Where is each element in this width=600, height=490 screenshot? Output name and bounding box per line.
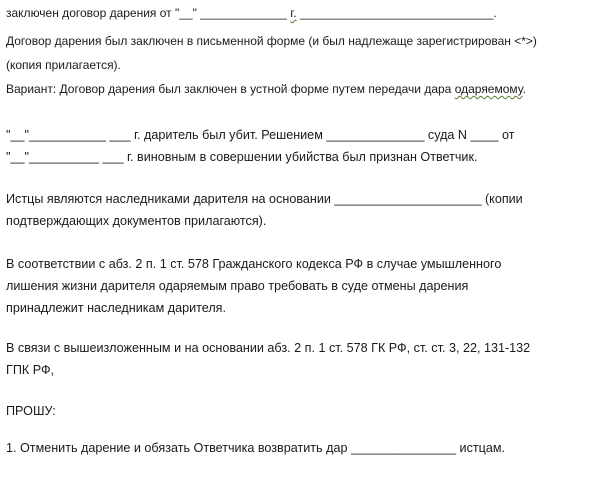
heirs-line-1: Истцы являются наследниками дарителя на основании _____________________ (копии [6,192,523,206]
basis-line-1: В связи с вышеизложенным и на основании абз. 2 п. 1 ст. 578 ГК РФ, ст. ст. 3, 22, 131-132 [6,341,531,355]
request-item-1: 1. Отменить дарение и обязать Ответчика возвратить дар _______________ истцам. [6,441,506,455]
intro-line-1-tail: _____________________________. [296,6,497,20]
basis-line-2: ГПК РФ, [6,363,55,377]
intro-line-4 [6,82,526,96]
intro-line-1-year-marker: г. [290,6,297,20]
intro-variant-period: . [522,82,526,96]
intro-line-1 [6,6,497,20]
intro-line-2: Договор дарения был заключен в письменной форме (и был надлежаще зарегистрирован <*>) [6,34,537,48]
law-line-1: В соответствии с абз. 2 п. 1 ст. 578 Гражданского кодекса РФ в случае умышленного [6,257,502,271]
intro-variant-text: Вариант: Договор дарения был заключен в устной форме путем передачи дара [6,82,455,96]
law-line-3: принадлежит наследникам дарителя. [6,301,226,315]
law-line-2: лишения жизни дарителя одаряемым право требовать в суде отмены дарения [6,279,469,293]
heirs-line-2: подтверждающих документов прилагаются). [6,214,267,228]
death-line-1: "__"___________ ___ г. даритель был убит. Решением ______________ суда N ____ от [6,128,515,142]
death-line-2: "__"__________ ___ г. виновным в совершении убийства был признан Ответчик. [6,150,478,164]
intro-variant-recipient: одаряемому [454,82,523,96]
request-heading: ПРОШУ: [6,404,56,418]
intro-line-1-text: заключен договор дарения от "__" _____________ [6,6,291,20]
intro-line-3: (копия прилагается). [6,58,121,72]
